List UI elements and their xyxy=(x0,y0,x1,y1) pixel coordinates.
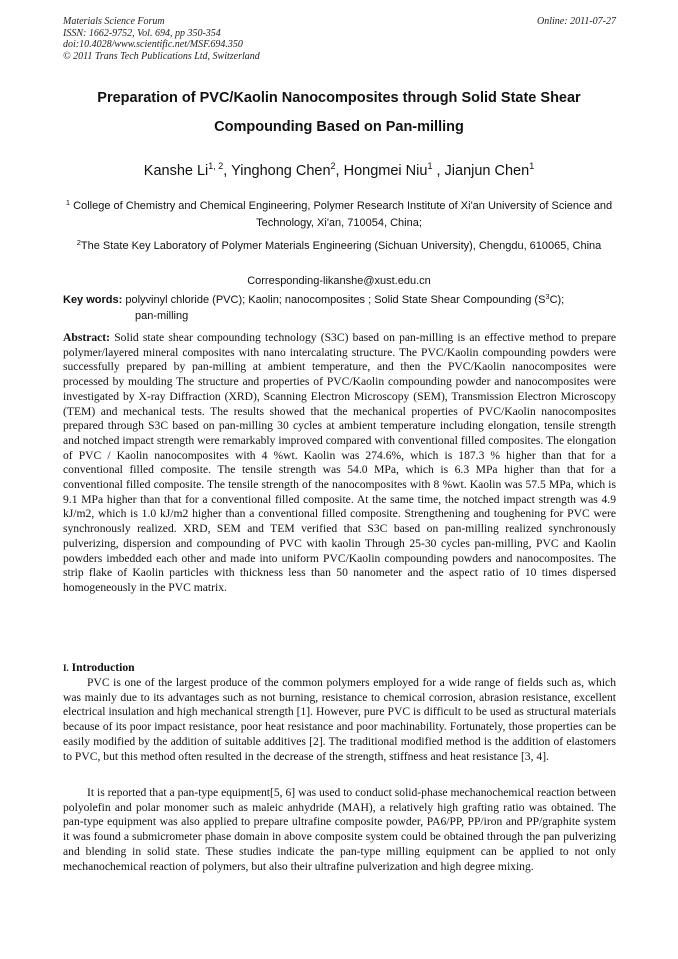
intro-paragraph-2: It is reported that a pan-type equipment[5, 6] was used to conduct solid-phase mechanochemical reaction between polyolefin and polar monomer such as maleic anhydride (MAH), a relatively high grafting ratio was obtained. The pan-type equipment was also applied to prepare ultrafine composite powder, PA6/PP, PP/iron and PP/graphite system it was found a submicrometer phase domain in above composite system could be obtained through the pan pulverizing and blending in solid state. These studies indicate the pan-type milling equipment can be applied to not only mechanochemical reaction of polymers, but also their ultrafine pulverization and high degree mixing. xyxy=(63,786,616,873)
section-heading-introduction xyxy=(63,661,135,674)
affiliation-number: 2 xyxy=(76,238,81,247)
affiliation-number: 1 xyxy=(65,198,71,207)
author-separator: , xyxy=(335,163,344,179)
affiliation-text: College of Chemistry and Chemical Engineering, Polymer Research Institute of Xi'an University of Science and Technology, Xi'an, 710054, China; xyxy=(73,200,613,229)
section-number: I. xyxy=(63,663,69,673)
author-name: Jianjun Chen xyxy=(444,163,530,179)
keywords-line-2: pan-milling xyxy=(135,310,189,322)
section-title: Introduction xyxy=(68,661,135,674)
journal-issn: ISSN: 1662-9752, Vol. 694, pp 350-354 xyxy=(63,27,221,39)
author-separator: , xyxy=(432,163,445,179)
keywords-text: polyvinyl chloride (PVC); Kaolin; nanocomposites ; Solid State Shear Compounding (S xyxy=(122,294,546,306)
online-date: Online: 2011-07-27 xyxy=(537,16,616,27)
journal-meta xyxy=(63,16,260,62)
keywords-text-end: C); xyxy=(549,294,565,306)
keywords-superscript: 3 xyxy=(545,292,550,301)
intro-paragraph-1: PVC is one of the largest produce of the common polymers employed for a wide range of fields such as, which was mainly due to its advantages such as not burning, resistance to chemical corrosion, abrasion resistance, excellent electrical insulation and high mechanical strength [1]. However, pure PVC is difficult to be used as structural materials because of its poor impact resistance, poor heat resistance and poor machinability. Fortunately, those properties can be easily modified by the addition of suitable additives [2]. The traditional modified method is the addition of elastomers to PVC, but this method often resulted in the decrease of the strength, stiffness and heat resistance [3, 4]. xyxy=(63,676,616,763)
corresponding-email[interactable]: Corresponding-likanshe@xust.edu.cn xyxy=(247,275,431,287)
abstract-label: Abstract: xyxy=(63,331,111,344)
author-affiliation-mark: 1, 2 xyxy=(208,161,224,171)
author-name: Kanshe Li xyxy=(143,163,209,179)
affiliation-1 xyxy=(60,194,618,232)
author-name: Hongmei Niu xyxy=(343,163,428,179)
abstract-text: Solid state shear compounding technology (S3C) based on pan-milling is an effective method to prepare polymer/layered mineral composites with nano intercalating structure. The PVC/Kaolin compounding powders were successfully prepared by pan-milling at ambient temperature, and then the PVC/Kaolin nanocomposites were processed by moulding The structure and properties of PVC/Kaolin compounding powder and nanocomposites were investigated by X-ray Diffraction (XRD), Scanning Electron Microscopy (SEM), Transmission Electron Microscopy (TEM) and mechanical tests. The results showed that the mechanical properties of PVC/Kaolin nanocomposites prepared through S3C based on pan-milling 30 cycles at ambient temperature including elongation, tensile strength and notched impact strength were remarkably improved compared with conventional filled composites. The elongation of PVC / Kaolin nanocomposites with 4 %wt. Kaolin was 274.6%, which is 187.3 % higher than that for a conventional filled composite. The tensile strength was 54.0 MPa, which is 6.3 MPa higher than that for a conventional filled composite. The tensile strength of the nanocomposites with 8 %wt. Kaolin was 57.5 MPa, which is 9.1 MPa higher than that for a conventional filled composite. At the same time, the notched impact strength was 4.9 kJ/m2, which is 1.0 kJ/m2 higher than a conventional filled composite. Strengthening and toughening for PVC were synchronously realized. XRD, SEM and TEM verified that S3C based on pan-milling realized synchronously pulverizing, dispersion and compounding of PVC with kaolin Through 25-30 cycles pan-milling, PVC and Kaolin powders imbedded each other and made into uniform PVC/Kaolin compounding powders and nanocomposites. The strip flake of Kaolin particles with thickness less than 50 nanometer and the aspect ratio of 10 times dispersed homogeneously in the PVC matrix. xyxy=(63,331,616,594)
author-separator: , xyxy=(223,163,232,179)
journal-doi: doi:10.4028/www.scientific.net/MSF.694.350 xyxy=(63,39,243,50)
affiliation-2 xyxy=(60,234,618,255)
author-list xyxy=(60,161,618,179)
author-affiliation-mark: 1 xyxy=(427,161,433,171)
author-affiliation-mark: 1 xyxy=(529,161,535,171)
paper-title-line-1: Preparation of PVC/Kaolin Nanocomposites through Solid State Shear xyxy=(97,90,581,106)
journal-copyright: © 2011 Trans Tech Publications Ltd, Switzerland xyxy=(63,50,260,62)
keywords-label: Key words: xyxy=(63,294,123,306)
paper-title-line-2: Compounding Based on Pan-milling xyxy=(214,119,464,135)
abstract xyxy=(63,331,616,596)
journal-name: Materials Science Forum xyxy=(63,16,165,27)
affiliation-text: The State Key Laboratory of Polymer Materials Engineering (Sichuan University), Chengdu, 610065, China xyxy=(80,240,602,252)
author-affiliation-mark: 2 xyxy=(330,161,336,171)
keywords xyxy=(63,289,619,324)
author-name: Yinghong Chen xyxy=(231,163,331,179)
